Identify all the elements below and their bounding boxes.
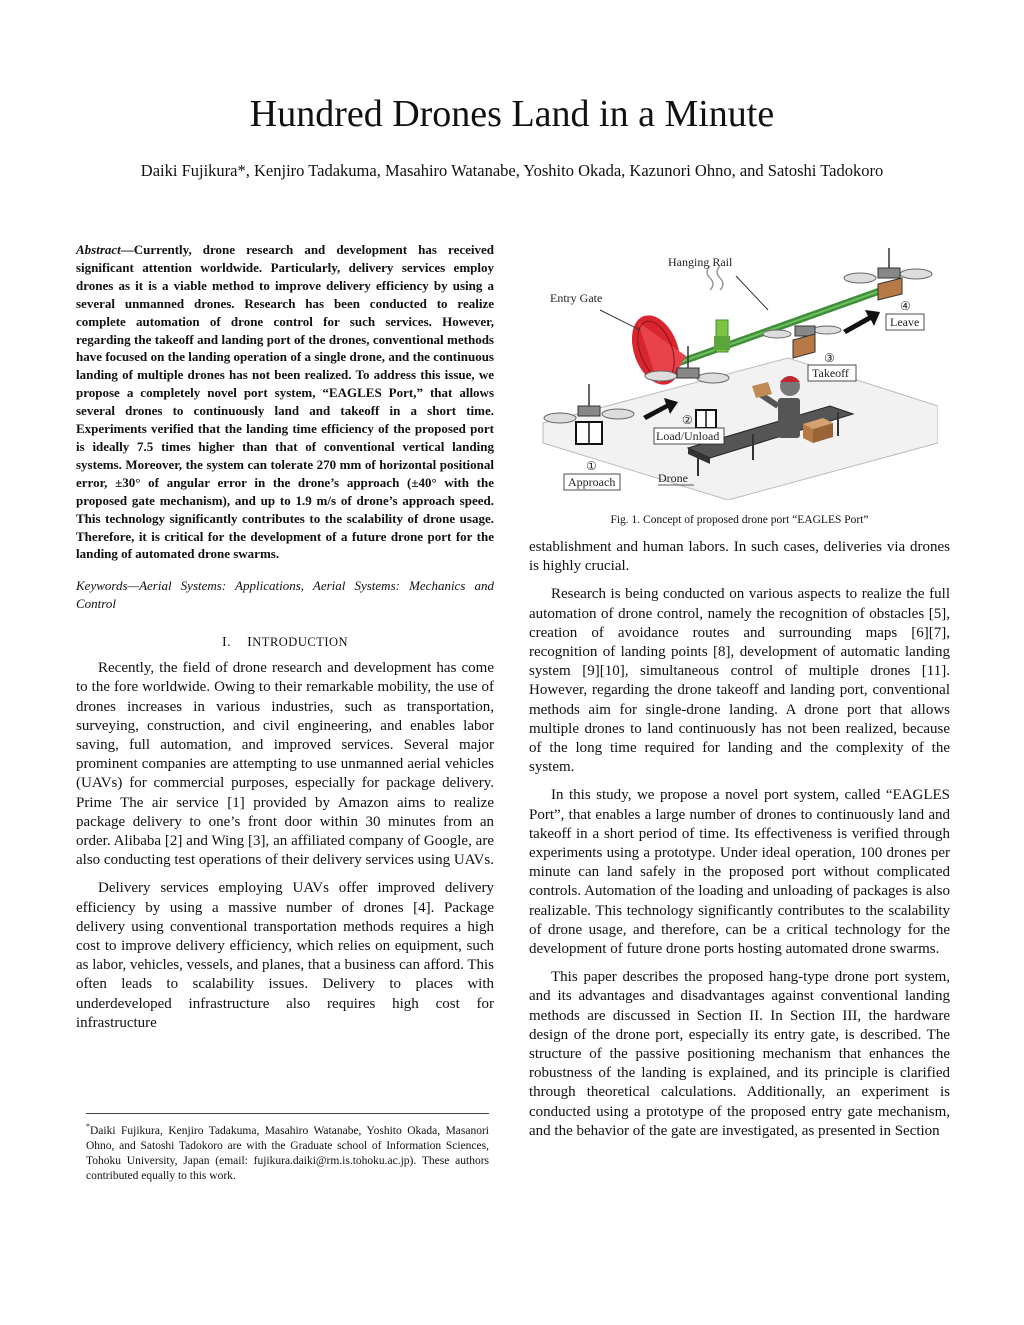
abstract-dash: — xyxy=(120,242,134,257)
arrow-leave-icon xyxy=(843,310,880,334)
num-1: ① xyxy=(586,459,597,473)
intro-paragraph-1: Recently, the field of drone research and development has come to the fore worldwide. Owing to their remarkable mobility, the use of drones increases in various industries, such as transportation, surveying, construction, and civil engineering, and enables labor saving, full automation, and improved services. Several major prominent companies are attempting to use unmanned aerial vehicles (UAVs) for commercial purposes, especially for package delivery. Prime The air service [1] provided by Amazon aims to realize package delivery to one’s front door within 30 minutes from an order. Alibaba [2] and Wing [3], an affiliated company of Google, are also conducting test operations of their delivery services using UAVs. xyxy=(76,660,494,869)
abstract xyxy=(76,241,494,563)
figure-caption: Fig. 1. Concept of proposed drone port “EAGLES Port” xyxy=(610,514,869,526)
label-load-unload: Load/Unload xyxy=(656,429,720,443)
right-paragraph-2: Research is being conducted on various aspects to realize the full automation of drone control, namely the recognition of obstacles [5], creation of avoidance routes and surrounding maps [6][7], recognition of landing points [8], development of automatic landing system [9][10], simultaneous control of multiple drones [11]. However, regarding the drone takeoff and landing port, conventional methods aim for single-drone landing. A drone port that allows multiple drones to land continuously has not been realized, because of the long time required for landing and the complexity of the system. xyxy=(529,586,950,776)
abstract-text: Currently, drone research and development has received significant attention worldwide. Particularly, delivery services employ drones as it is a viable method to improve delivery efficiency by using a several unmanned drones. Research has been conducted to realize complete automation of drone control for such services. However, regarding the takeoff and landing port of the drones, conventional methods have focused on the landing operation of a single drone, and the continuous landing of multiple drones has not been realized. To address this issue, we propose a completely novel port system, “EAGLES Port,” that allows several drones to continuously land and takeoff in a short time. Experiments verified that the landing time efficiency of the proposed port is ideally 7.5 times higher than that of conventional vertical landing systems. Moreover, the system can tolerate 270 mm of horizontal positional error, ±30° of angular error in the drone’s approach (±40° with the proposed gate mechanism), and up to 1.9 m/s of drone’s approach speed. This technology significantly contributes to the scalability of drone usage. Therefore, it is critical for the development of a future drone port for the landing of automated drone swarms. xyxy=(76,242,494,562)
right-column xyxy=(529,538,950,1150)
drone-leave xyxy=(844,248,932,300)
section-title-rest: NTRODUCTION xyxy=(252,635,349,650)
author-footnote xyxy=(86,1113,489,1185)
num-3: ③ xyxy=(824,351,835,365)
paper-title: Hundred Drones Land in a Minute xyxy=(249,93,775,135)
num-4: ④ xyxy=(900,299,911,313)
right-paragraph-3: In this study, we propose a novel port system, called “EAGLES Port”, that enables a large number of drones to continuously land and takeoff in a short period of time. Its effectiveness is verified through experiments using a prototype. Under ideal operation, 100 drones per minute can land safely in the proposed port without complicated controls. Automation of the loading and unloading of packages is also realizable. This technology significantly contributes to the scalability of drone usage, and therefore, can be a critical technology for the development of future drone ports hosting automated drone swarms. xyxy=(529,787,950,958)
keywords: Keywords—Aerial Systems: Applications, Aerial Systems: Mechanics and Control xyxy=(76,578,494,612)
left-column xyxy=(76,241,494,1042)
label-drone: Drone xyxy=(658,471,688,485)
label-approach: Approach xyxy=(568,475,616,489)
section-heading-introduction xyxy=(76,635,494,651)
label-leave: Leave xyxy=(890,315,920,329)
section-title-initial: I xyxy=(247,635,253,651)
num-2: ② xyxy=(682,413,693,427)
drone-load-unload xyxy=(696,410,716,428)
label-entry-gate: Entry Gate xyxy=(550,291,603,305)
footnote-marker: * xyxy=(86,1122,90,1131)
right-paragraph-1: establishment and human labors. In such cases, deliveries via drones is highly crucial. xyxy=(529,539,950,575)
footnote-text: Daiki Fujikura, Kenjiro Tadakuma, Masahiro Watanabe, Yoshito Okada, Masanori Ohno, and Satoshi Tadokoro are with the Graduate school of Information Sciences, Tohoku University, Japan (email: fujikura.daiki@rm.is.tohoku.ac.jp). These authors contributed equally to this work. xyxy=(86,1124,489,1183)
entry-gate-funnel xyxy=(600,309,689,392)
intro-paragraph-2: Delivery services employing UAVs offer improved delivery efficiency by using a massive number of drones [4]. Package delivery using conventional transportation methods requires a high cost to improve delivery efficiency, which relies on equipment, such as labor, vehicles, vessels, and planes, that a business can afford. This often leads to scalability issues. Delivery to places with underdeveloped infrastructure also requires high cost for infrastructure xyxy=(76,880,494,1031)
abstract-label: Abstract xyxy=(76,242,121,257)
author-list: Daiki Fujikura*, Kenjiro Tadakuma, Masahiro Watanabe, Yoshito Okada, Kazunori Ohno, and Satoshi Tadokoro xyxy=(140,161,884,180)
label-hanging-rail: Hanging Rail xyxy=(668,255,733,269)
figure-eagles-port xyxy=(538,238,938,500)
section-numeral: I. xyxy=(221,635,232,651)
label-takeoff: Takeoff xyxy=(812,366,849,380)
right-paragraph-4: This paper describes the proposed hang-type drone port system, and its advantages and disadvantages against conventional landing methods are discussed in Section II. In Section III, the hardware design of the drone port, especially its entry gate, is described. The structure of the passive positioning mechanism that enhances the robustness of the landing is explained, and its principle is clarified through theoretical calculations. Additionally, an experiment is conducted using a prototype of the proposed entry gate mechanism, and the behavior of the gate are investigated, as presented in Section xyxy=(529,969,950,1139)
